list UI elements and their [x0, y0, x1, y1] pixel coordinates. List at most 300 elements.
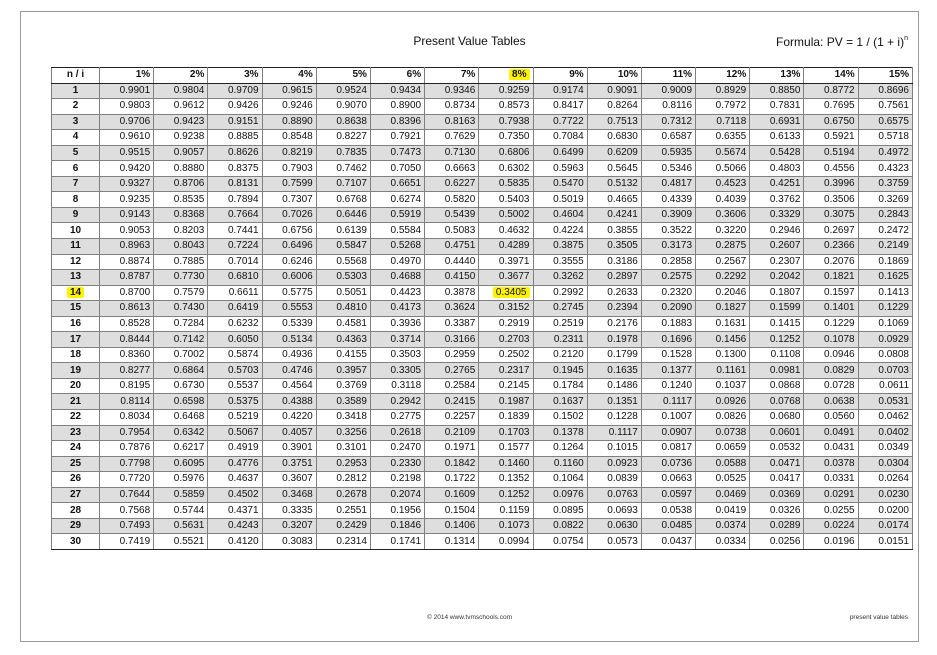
- value-cell: 0.3996: [804, 176, 858, 192]
- table-row: [52, 347, 913, 363]
- value-cell: 0.4243: [208, 518, 262, 534]
- value-cell: 0.7224: [208, 239, 262, 255]
- value-cell: 0.9804: [154, 83, 208, 99]
- value-cell: 0.7921: [370, 130, 424, 146]
- rate-header: 14%: [804, 68, 858, 84]
- value-cell: 0.1846: [370, 518, 424, 534]
- value-cell: 0.0923: [587, 456, 641, 472]
- value-cell: 0.5820: [425, 192, 479, 208]
- value-cell: 0.2090: [641, 301, 695, 317]
- value-cell: 0.6095: [154, 456, 208, 472]
- value-cell: 0.6342: [154, 425, 208, 441]
- value-cell: 0.0289: [750, 518, 804, 534]
- value-cell: 0.5744: [154, 503, 208, 519]
- value-cell: 0.6139: [316, 223, 370, 239]
- page-title: Present Value Tables: [413, 34, 526, 48]
- value-cell: 0.2959: [425, 347, 479, 363]
- value-cell: 0.0417: [750, 472, 804, 488]
- value-cell: 0.3624: [425, 301, 479, 317]
- rate-header: 7%: [425, 68, 479, 84]
- value-cell: 0.5268: [370, 239, 424, 255]
- value-cell: 0.5718: [858, 130, 912, 146]
- value-cell: 0.9515: [100, 145, 154, 161]
- table-row: [52, 145, 913, 161]
- value-cell: 0.6663: [425, 161, 479, 177]
- value-cell: 0.7599: [262, 176, 316, 192]
- table-row: [52, 363, 913, 379]
- period-cell: 24: [52, 441, 100, 457]
- value-cell: 0.4604: [533, 207, 587, 223]
- value-cell: 0.0349: [858, 441, 912, 457]
- value-cell: 0.0638: [804, 394, 858, 410]
- table-row: [52, 425, 913, 441]
- value-cell: 0.7473: [370, 145, 424, 161]
- value-cell: 0.2607: [750, 239, 804, 255]
- value-cell: 0.4810: [316, 301, 370, 317]
- table-row: [52, 518, 913, 534]
- value-cell: 0.5470: [533, 176, 587, 192]
- value-cell: 0.0151: [858, 534, 912, 550]
- value-cell: 0.8787: [100, 270, 154, 286]
- period-cell: 12: [52, 254, 100, 270]
- value-cell: 0.6768: [316, 192, 370, 208]
- value-cell: 0.1609: [425, 487, 479, 503]
- value-cell: 0.8885: [208, 130, 262, 146]
- period-cell: 2: [52, 99, 100, 115]
- value-cell: 0.3118: [370, 378, 424, 394]
- value-cell: 0.2678: [316, 487, 370, 503]
- value-cell: 0.1264: [533, 441, 587, 457]
- value-cell: 0.5553: [262, 301, 316, 317]
- value-cell: 0.2176: [587, 316, 641, 332]
- value-cell: 0.4556: [804, 161, 858, 177]
- value-cell: 0.6133: [750, 130, 804, 146]
- value-cell: 0.9235: [100, 192, 154, 208]
- value-cell: 0.8360: [100, 347, 154, 363]
- value-cell: 0.8195: [100, 378, 154, 394]
- value-cell: 0.3173: [641, 239, 695, 255]
- value-cell: 0.7629: [425, 130, 479, 146]
- value-cell: 0.0334: [696, 534, 750, 550]
- value-cell: 0.4220: [262, 410, 316, 426]
- value-cell: 0.5847: [316, 239, 370, 255]
- value-cell: 0.1406: [425, 518, 479, 534]
- value-cell: 0.5631: [154, 518, 208, 534]
- value-cell: 0.3855: [587, 223, 641, 239]
- value-cell: 0.2415: [425, 394, 479, 410]
- value-cell: 0.0374: [696, 518, 750, 534]
- value-cell: 0.4339: [641, 192, 695, 208]
- value-cell: 0.3152: [479, 301, 533, 317]
- value-cell: 0.9803: [100, 99, 154, 115]
- value-cell: 0.1229: [804, 316, 858, 332]
- table-row: [52, 192, 913, 208]
- value-cell: 0.3335: [262, 503, 316, 519]
- value-cell: 0.6499: [533, 145, 587, 161]
- value-cell: 0.4241: [587, 207, 641, 223]
- value-cell: 0.0738: [696, 425, 750, 441]
- value-cell: 0.7419: [100, 534, 154, 550]
- value-cell: 0.8734: [425, 99, 479, 115]
- value-cell: 0.0826: [696, 410, 750, 426]
- value-cell: 0.2320: [641, 285, 695, 301]
- value-cell: 0.0597: [641, 487, 695, 503]
- value-cell: 0.8874: [100, 254, 154, 270]
- value-cell: 0.1821: [804, 270, 858, 286]
- value-cell: 0.0728: [804, 378, 858, 394]
- value-cell: 0.5051: [316, 285, 370, 301]
- value-cell: 0.1842: [425, 456, 479, 472]
- value-cell: 0.2257: [425, 410, 479, 426]
- value-cell: 0.4173: [370, 301, 424, 317]
- value-cell: 0.9524: [316, 83, 370, 99]
- value-cell: 0.2633: [587, 285, 641, 301]
- value-cell: 0.0560: [804, 410, 858, 426]
- value-cell: 0.4150: [425, 270, 479, 286]
- value-cell: 0.7695: [804, 99, 858, 115]
- value-cell: 0.8375: [208, 161, 262, 177]
- value-cell: 0.7130: [425, 145, 479, 161]
- value-cell: 0.4423: [370, 285, 424, 301]
- value-cell: 0.1502: [533, 410, 587, 426]
- period-cell: 27: [52, 487, 100, 503]
- value-cell: 0.0485: [641, 518, 695, 534]
- value-cell: 0.6274: [370, 192, 424, 208]
- value-cell: 0.9053: [100, 223, 154, 239]
- value-cell: 0.1703: [479, 425, 533, 441]
- value-cell: 0.7350: [479, 130, 533, 146]
- value-cell: 0.1987: [479, 394, 533, 410]
- value-cell: 0.8880: [154, 161, 208, 177]
- value-cell: 0.7561: [858, 99, 912, 115]
- period-cell: [52, 285, 100, 301]
- value-cell: 0.0754: [533, 534, 587, 550]
- value-cell: 0.4581: [316, 316, 370, 332]
- value-cell: 0.7885: [154, 254, 208, 270]
- table-row: [52, 176, 913, 192]
- value-cell: 0.5339: [262, 316, 316, 332]
- period-cell: 3: [52, 114, 100, 130]
- period-cell: 17: [52, 332, 100, 348]
- value-cell: 0.4972: [858, 145, 912, 161]
- value-cell: 0.2843: [858, 207, 912, 223]
- value-cell: 0.5674: [696, 145, 750, 161]
- value-cell: 0.1300: [696, 347, 750, 363]
- rate-header: 6%: [370, 68, 424, 84]
- value-cell: 0.2703: [479, 332, 533, 348]
- value-cell: 0.2775: [370, 410, 424, 426]
- value-cell: 0.0981: [750, 363, 804, 379]
- value-cell: 0.3262: [533, 270, 587, 286]
- value-cell: 0.6209: [587, 145, 641, 161]
- period-cell: 20: [52, 378, 100, 394]
- value-cell: 0.8528: [100, 316, 154, 332]
- table-row: [52, 223, 913, 239]
- period-cell: 28: [52, 503, 100, 519]
- value-cell: 0.1956: [370, 503, 424, 519]
- value-cell: 0.1945: [533, 363, 587, 379]
- value-cell: 0.9174: [533, 83, 587, 99]
- value-cell: 0.7644: [100, 487, 154, 503]
- value-cell: 0.1807: [750, 285, 804, 301]
- value-cell: 0.4817: [641, 176, 695, 192]
- period-cell: 21: [52, 394, 100, 410]
- value-cell: 0.9612: [154, 99, 208, 115]
- value-cell: 0.3256: [316, 425, 370, 441]
- value-cell: 0.8114: [100, 394, 154, 410]
- value-cell: 0.0822: [533, 518, 587, 534]
- value-cell: 0.6050: [208, 332, 262, 348]
- value-cell: 0.2145: [479, 378, 533, 394]
- rate-header: 2%: [154, 68, 208, 84]
- value-cell: 0.1784: [533, 378, 587, 394]
- value-cell: 0.7284: [154, 316, 208, 332]
- value-cell: 0.0369: [750, 487, 804, 503]
- value-cell: 0.5568: [316, 254, 370, 270]
- value-cell: 0.7002: [154, 347, 208, 363]
- value-cell: 0.6750: [804, 114, 858, 130]
- value-cell: 0.4564: [262, 378, 316, 394]
- value-cell: 0.6227: [425, 176, 479, 192]
- value-cell: 0.1240: [641, 378, 695, 394]
- value-cell: 0.1117: [587, 425, 641, 441]
- value-cell: 0.4371: [208, 503, 262, 519]
- value-cell: 0.6806: [479, 145, 533, 161]
- value-cell: 0.7876: [100, 441, 154, 457]
- value-cell: 0.1827: [696, 301, 750, 317]
- value-cell: 0.1314: [425, 534, 479, 550]
- value-cell: [479, 285, 533, 301]
- value-cell: 0.5921: [804, 130, 858, 146]
- rate-header: 4%: [262, 68, 316, 84]
- value-cell: 0.3607: [262, 472, 316, 488]
- value-cell: 0.4970: [370, 254, 424, 270]
- value-cell: 0.4936: [262, 347, 316, 363]
- value-cell: 0.8535: [154, 192, 208, 208]
- value-cell: 0.8368: [154, 207, 208, 223]
- value-cell: 0.0839: [587, 472, 641, 488]
- value-cell: 0.0174: [858, 518, 912, 534]
- value-cell: 0.4388: [262, 394, 316, 410]
- value-cell: 0.6651: [370, 176, 424, 192]
- value-cell: 0.3075: [804, 207, 858, 223]
- value-cell: 0.2567: [696, 254, 750, 270]
- value-cell: 0.1378: [533, 425, 587, 441]
- value-cell: 0.8850: [750, 83, 804, 99]
- period-cell: 25: [52, 456, 100, 472]
- value-cell: 0.5066: [696, 161, 750, 177]
- value-cell: 0.3589: [316, 394, 370, 410]
- value-cell: 0.5303: [316, 270, 370, 286]
- value-cell: 0.4919: [208, 441, 262, 457]
- rate-header: 1%: [100, 68, 154, 84]
- value-cell: 0.0768: [750, 394, 804, 410]
- value-cell: 0.0829: [804, 363, 858, 379]
- value-cell: 0.7835: [316, 145, 370, 161]
- value-cell: 0.7050: [370, 161, 424, 177]
- value-cell: 0.1839: [479, 410, 533, 426]
- table-row: [52, 534, 913, 550]
- value-cell: 0.1352: [479, 472, 533, 488]
- table-row: [52, 378, 913, 394]
- value-cell: 0.7462: [316, 161, 370, 177]
- table-row: [52, 130, 913, 146]
- value-cell: 0.7307: [262, 192, 316, 208]
- value-cell: 0.7084: [533, 130, 587, 146]
- table-row: [52, 441, 913, 457]
- value-cell: 0.1015: [587, 441, 641, 457]
- value-cell: 0.3957: [316, 363, 370, 379]
- value-cell: 0.0817: [641, 441, 695, 457]
- value-cell: 0.2074: [370, 487, 424, 503]
- value-cell: 0.2502: [479, 347, 533, 363]
- value-cell: 0.5584: [370, 223, 424, 239]
- value-cell: 0.1625: [858, 270, 912, 286]
- value-cell: 0.6830: [587, 130, 641, 146]
- value-cell: 0.0331: [804, 472, 858, 488]
- value-cell: 0.1415: [750, 316, 804, 332]
- value-cell: 0.9238: [154, 130, 208, 146]
- table-row: [52, 503, 913, 519]
- value-cell: 0.2618: [370, 425, 424, 441]
- table-row: [52, 161, 913, 177]
- value-cell: 0.6730: [154, 378, 208, 394]
- value-cell: 0.7014: [208, 254, 262, 270]
- table-row: [52, 456, 913, 472]
- period-cell: 16: [52, 316, 100, 332]
- value-cell: 0.7798: [100, 456, 154, 472]
- table-row: [52, 410, 913, 426]
- value-cell: 0.5083: [425, 223, 479, 239]
- value-cell: 0.3505: [587, 239, 641, 255]
- value-cell: 0.5775: [262, 285, 316, 301]
- value-cell: 0.3555: [533, 254, 587, 270]
- value-cell: 0.1741: [370, 534, 424, 550]
- value-cell: 0.3468: [262, 487, 316, 503]
- value-cell: 0.6598: [154, 394, 208, 410]
- value-cell: 0.3759: [858, 176, 912, 192]
- value-cell: 0.5521: [154, 534, 208, 550]
- value-cell: 0.0402: [858, 425, 912, 441]
- value-cell: 0.3909: [641, 207, 695, 223]
- value-cell: 0.0680: [750, 410, 804, 426]
- value-cell: 0.5002: [479, 207, 533, 223]
- value-cell: 0.1597: [804, 285, 858, 301]
- table-body: [52, 83, 913, 549]
- value-cell: 0.2745: [533, 301, 587, 317]
- value-cell: 0.8219: [262, 145, 316, 161]
- value-cell: 0.5375: [208, 394, 262, 410]
- value-cell: 0.7026: [262, 207, 316, 223]
- value-cell: 0.1883: [641, 316, 695, 332]
- value-cell: 0.5537: [208, 378, 262, 394]
- period-cell: 1: [52, 83, 100, 99]
- formula-exponent: n: [904, 35, 908, 42]
- value-cell: 0.9420: [100, 161, 154, 177]
- value-cell: 0.0929: [858, 332, 912, 348]
- value-cell: 0.2875: [696, 239, 750, 255]
- value-cell: 0.1401: [804, 301, 858, 317]
- value-cell: 0.2472: [858, 223, 912, 239]
- value-cell: 0.2992: [533, 285, 587, 301]
- rate-header: 13%: [750, 68, 804, 84]
- value-cell: 0.2575: [641, 270, 695, 286]
- value-cell: 0.0200: [858, 503, 912, 519]
- value-cell: 0.9901: [100, 83, 154, 99]
- value-cell: 0.0378: [804, 456, 858, 472]
- value-cell: 0.4323: [858, 161, 912, 177]
- value-cell: 0.0304: [858, 456, 912, 472]
- value-cell: 0.8900: [370, 99, 424, 115]
- value-cell: 0.0491: [804, 425, 858, 441]
- value-cell: 0.8163: [425, 114, 479, 130]
- value-cell: 0.4751: [425, 239, 479, 255]
- value-cell: 0.5439: [425, 207, 479, 223]
- value-cell: 0.2307: [750, 254, 804, 270]
- present-value-table: [51, 67, 913, 550]
- value-cell: 0.9259: [479, 83, 533, 99]
- value-cell: 0.6006: [262, 270, 316, 286]
- value-cell: 0.7312: [641, 114, 695, 130]
- value-cell: 0.1528: [641, 347, 695, 363]
- value-cell: 0.4502: [208, 487, 262, 503]
- value-cell: 0.2946: [750, 223, 804, 239]
- value-cell: 0.1799: [587, 347, 641, 363]
- table-row: [52, 254, 913, 270]
- value-cell: 0.0994: [479, 534, 533, 550]
- value-cell: 0.4039: [696, 192, 750, 208]
- value-cell: 0.0976: [533, 487, 587, 503]
- value-cell: 0.2046: [696, 285, 750, 301]
- value-cell: 0.3387: [425, 316, 479, 332]
- value-cell: 0.6864: [154, 363, 208, 379]
- value-cell: 0.5919: [370, 207, 424, 223]
- value-cell: 0.7107: [316, 176, 370, 192]
- value-cell: 0.9709: [208, 83, 262, 99]
- value-cell: 0.7441: [208, 223, 262, 239]
- value-cell: 0.1971: [425, 441, 479, 457]
- value-cell: 0.6575: [858, 114, 912, 130]
- value-cell: 0.5703: [208, 363, 262, 379]
- value-cell: 0.0926: [696, 394, 750, 410]
- value-cell: 0.3901: [262, 441, 316, 457]
- value-cell: 0.0326: [750, 503, 804, 519]
- value-cell: 0.7664: [208, 207, 262, 223]
- value-cell: 0.0531: [858, 394, 912, 410]
- value-cell: 0.3506: [804, 192, 858, 208]
- value-cell: 0.1377: [641, 363, 695, 379]
- value-cell: 0.2330: [370, 456, 424, 472]
- value-cell: 0.7894: [208, 192, 262, 208]
- value-cell: 0.1978: [587, 332, 641, 348]
- value-cell: 0.1069: [858, 316, 912, 332]
- value-cell: 0.2292: [696, 270, 750, 286]
- value-cell: 0.2317: [479, 363, 533, 379]
- value-cell: 0.1007: [641, 410, 695, 426]
- value-cell: 0.8929: [696, 83, 750, 99]
- value-cell: 0.4523: [696, 176, 750, 192]
- value-cell: 0.6355: [696, 130, 750, 146]
- value-cell: 0.4363: [316, 332, 370, 348]
- period-cell: 26: [52, 472, 100, 488]
- value-cell: 0.9246: [262, 99, 316, 115]
- value-cell: 0.2394: [587, 301, 641, 317]
- value-cell: 0.8638: [316, 114, 370, 130]
- period-cell: 8: [52, 192, 100, 208]
- value-cell: 0.0588: [696, 456, 750, 472]
- value-cell: 0.0573: [587, 534, 641, 550]
- value-cell: 0.3769: [316, 378, 370, 394]
